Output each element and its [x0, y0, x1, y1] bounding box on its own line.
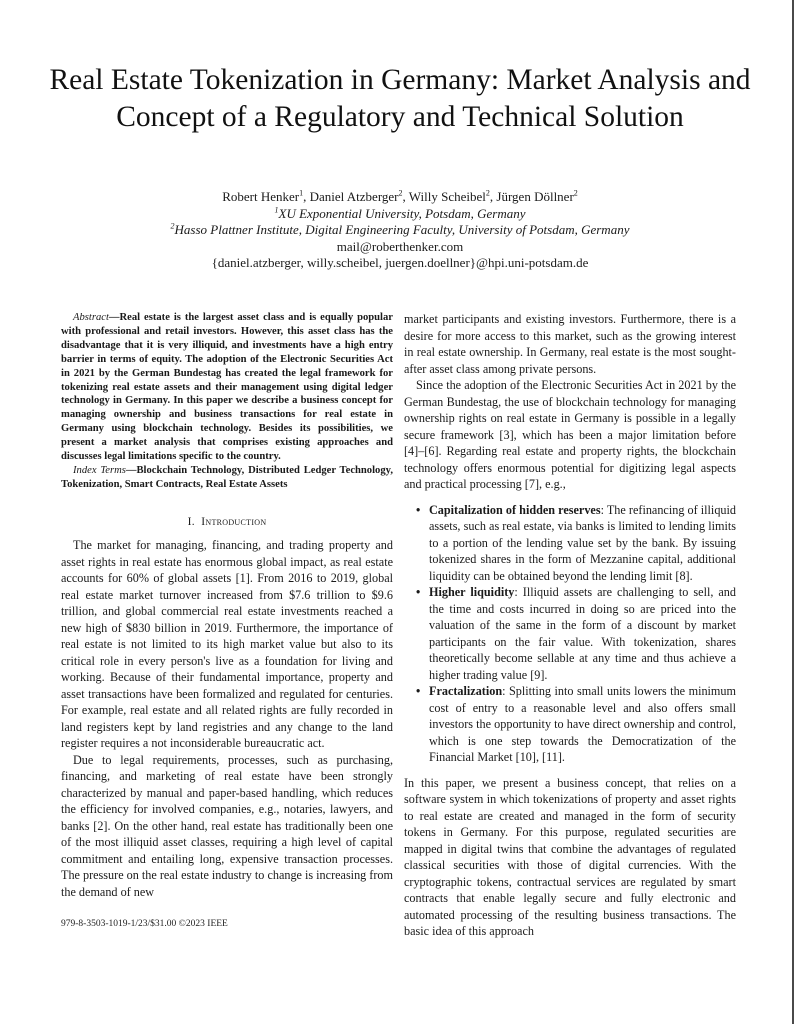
affiliation-mark: 2: [485, 188, 490, 198]
index-terms-label: Index Terms: [73, 464, 126, 476]
body-paragraph: Since the adoption of the Electronic Securities Act in 2021 by the German Bundestag, the use of blockchain technology for managing ownership rights on real estate in Germany is possible in a legally secure framework [3], which has been a major limitation before [4]–[6]. Regarding real estate and property rights, the blockchain technology offers enormous potential for digitizing legal aspects and practical processing [7], e.g.,: [404, 378, 736, 491]
affiliation-text: XU Exponential University, Potsdam, Germany: [278, 205, 526, 221]
body-paragraph: In this paper, we present a business concept, that relies on a software system in which tokenizations of property and asset rights to real estate are created and managed in the form of security tokens in Germany. For this purpose, regulated securities are mapped in digital twins that combine the advantages of regulated classical securities with those of digital currencies. With the cryptographic tokens, contractual services are regulated by smart contracts that enable legally secure and fully electronic and automated processing of the resulting business transactions. The basic idea of this approach: [404, 775, 736, 938]
bullet-item: [416, 584, 736, 683]
bullet-item: [416, 683, 736, 766]
abstract-text: —Real estate is the largest asset class and is equally popular with professional and retail investors. However, this asset class has the disadvantage that it is very illiquid, and investments have a high entry barrier in terms of equity. The adoption of the Electronic Securities Act in 2021 by the German Bundestag has created the legal framework for tokenizing real estate assets and their management using digital ledger technology in Germany. In this paper we describe a business concept for managing ownership and business transactions for real estate in Germany using blockchain technology. Besides its possibilities, we present a market analysis that comprises existing approaches and discusses legal limitations specific to the country.: [61, 312, 393, 463]
body-paragraph: The market for managing, financing, and trading property and asset rights in real estate has enormous global impact, as real estate accounts for 60% of global assets [1]. From 2016 to 2019, global real estate market turnover increased from $7.6 trillion to $9.6 trillion, and global commercial real estate investments reached a new high of $830 billion in 2019. Furthermore, the importance of real estate is not limited to its high market value but also to its critical role in every person's live as a foundation for living and working. Because of their fundamental importance, property and asset transactions have been formalized and regulated for centuries. For example, real estate and all related rights are fully recorded in land registers kept by land registries and any change to the land register requires a not inconsiderable bureaucratic act.: [61, 538, 393, 751]
left-column: [61, 311, 393, 900]
author-name: Robert Henker: [222, 189, 300, 204]
affiliation-2: [100, 222, 700, 239]
bullet-text: : Illiquid assets are challenging to sell, and the time and costs incurred in doing so are priced into the valuation of the same in the form of a discount by market participants on the fair value. With tokenization, shares theoretically become sellable at any time and thus achieve a higher trading value [9].: [429, 585, 736, 682]
author-name: Daniel Atzberger: [309, 189, 399, 204]
abstract-label: Abstract: [73, 312, 109, 323]
affiliation-mark: 1: [274, 205, 279, 215]
body-paragraph: market participants and existing investors. Furthermore, there is a desire for more access to this market, such as the growing interest in real estate ownership. In Germany, real estate is the most sought-after asset class among private persons.: [404, 312, 736, 376]
section-heading: [61, 514, 393, 531]
section-title: Introduction: [201, 515, 267, 528]
right-column: [404, 311, 736, 940]
author-name: Jürgen Döllner: [496, 189, 574, 204]
affiliation-mark: 2: [398, 188, 403, 198]
bullet-icon: •: [416, 585, 421, 599]
author-name: Willy Scheibel: [408, 189, 486, 204]
section-number: I.: [187, 515, 195, 528]
bullet-list: [404, 502, 736, 766]
bullet-text: : The refinancing of illiquid assets, such as real estate, via banks is limited to lending limits to a portion of the lending value set by the bank. By issuing tokenized shares in the form of Mezzanine capital, additional liquidity can be obtained beyond the lending limit [8].: [429, 502, 736, 583]
abstract: [61, 311, 393, 464]
email-1: mail@roberthenker.com: [336, 238, 464, 254]
affiliation-mark: 2: [573, 188, 578, 198]
copyright-footer: 979-8-3503-1019-1/23/$31.00 ©2023 IEEE: [61, 919, 228, 929]
paper-title: Real Estate Tokenization in Germany: Market Analysis and Concept of a Regulatory and Technical Solution: [49, 64, 751, 133]
index-terms: [61, 464, 393, 492]
affiliation-mark: 2: [170, 221, 175, 231]
email-2: {daniel.atzberger, willy.scheibel, juergen.doellner}@hpi.uni-potsdam.de: [211, 255, 589, 270]
affiliation-mark: 1: [299, 188, 304, 198]
authors-block: [100, 189, 700, 272]
bullet-icon: •: [416, 684, 421, 698]
bullet-term: Capitalization of hidden reserves: [429, 502, 601, 517]
index-terms-text: —Blockchain Technology, Distributed Ledger Technology, Tokenization, Smart Contracts, Real Estate Assets: [61, 464, 393, 490]
bullet-icon: •: [416, 502, 421, 517]
bullet-item: [416, 502, 736, 585]
bullet-term: Higher liquidity: [429, 585, 515, 599]
bullet-text: : Splitting into small units lowers the minimum cost of entry to a reasonable level and also offers small investors the opportunity to have direct ownership and control, which is one step towards the Democratization of the Financial Market [10], [11].: [429, 684, 736, 764]
bullet-term: Fractalization: [429, 684, 503, 698]
affiliation-text: Hasso Plattner Institute, Digital Engineering Faculty, University of Potsdam, Germany: [174, 222, 630, 237]
author-list: Robert Henker$^1$, Daniel Atzberger$^2$, Willy Scheibel$^2$, Jürgen Döllner$^2$: [222, 188, 578, 204]
affiliation-1: [100, 206, 700, 223]
body-paragraph: Due to legal requirements, processes, such as purchasing, financing, and marketing of real estate have been strongly characterized by manual and paper-based handling, which reduces the efficiency for involved companies, e.g., notaries, lawyers, and banks [2]. On the other hand, real estate has traditionally been one of the most illiquid asset classes, requiring a high level of capital commitment and entailing long, expensive transaction processes. The pressure on the real estate industry to change is increasing from the demand of new: [61, 752, 393, 899]
